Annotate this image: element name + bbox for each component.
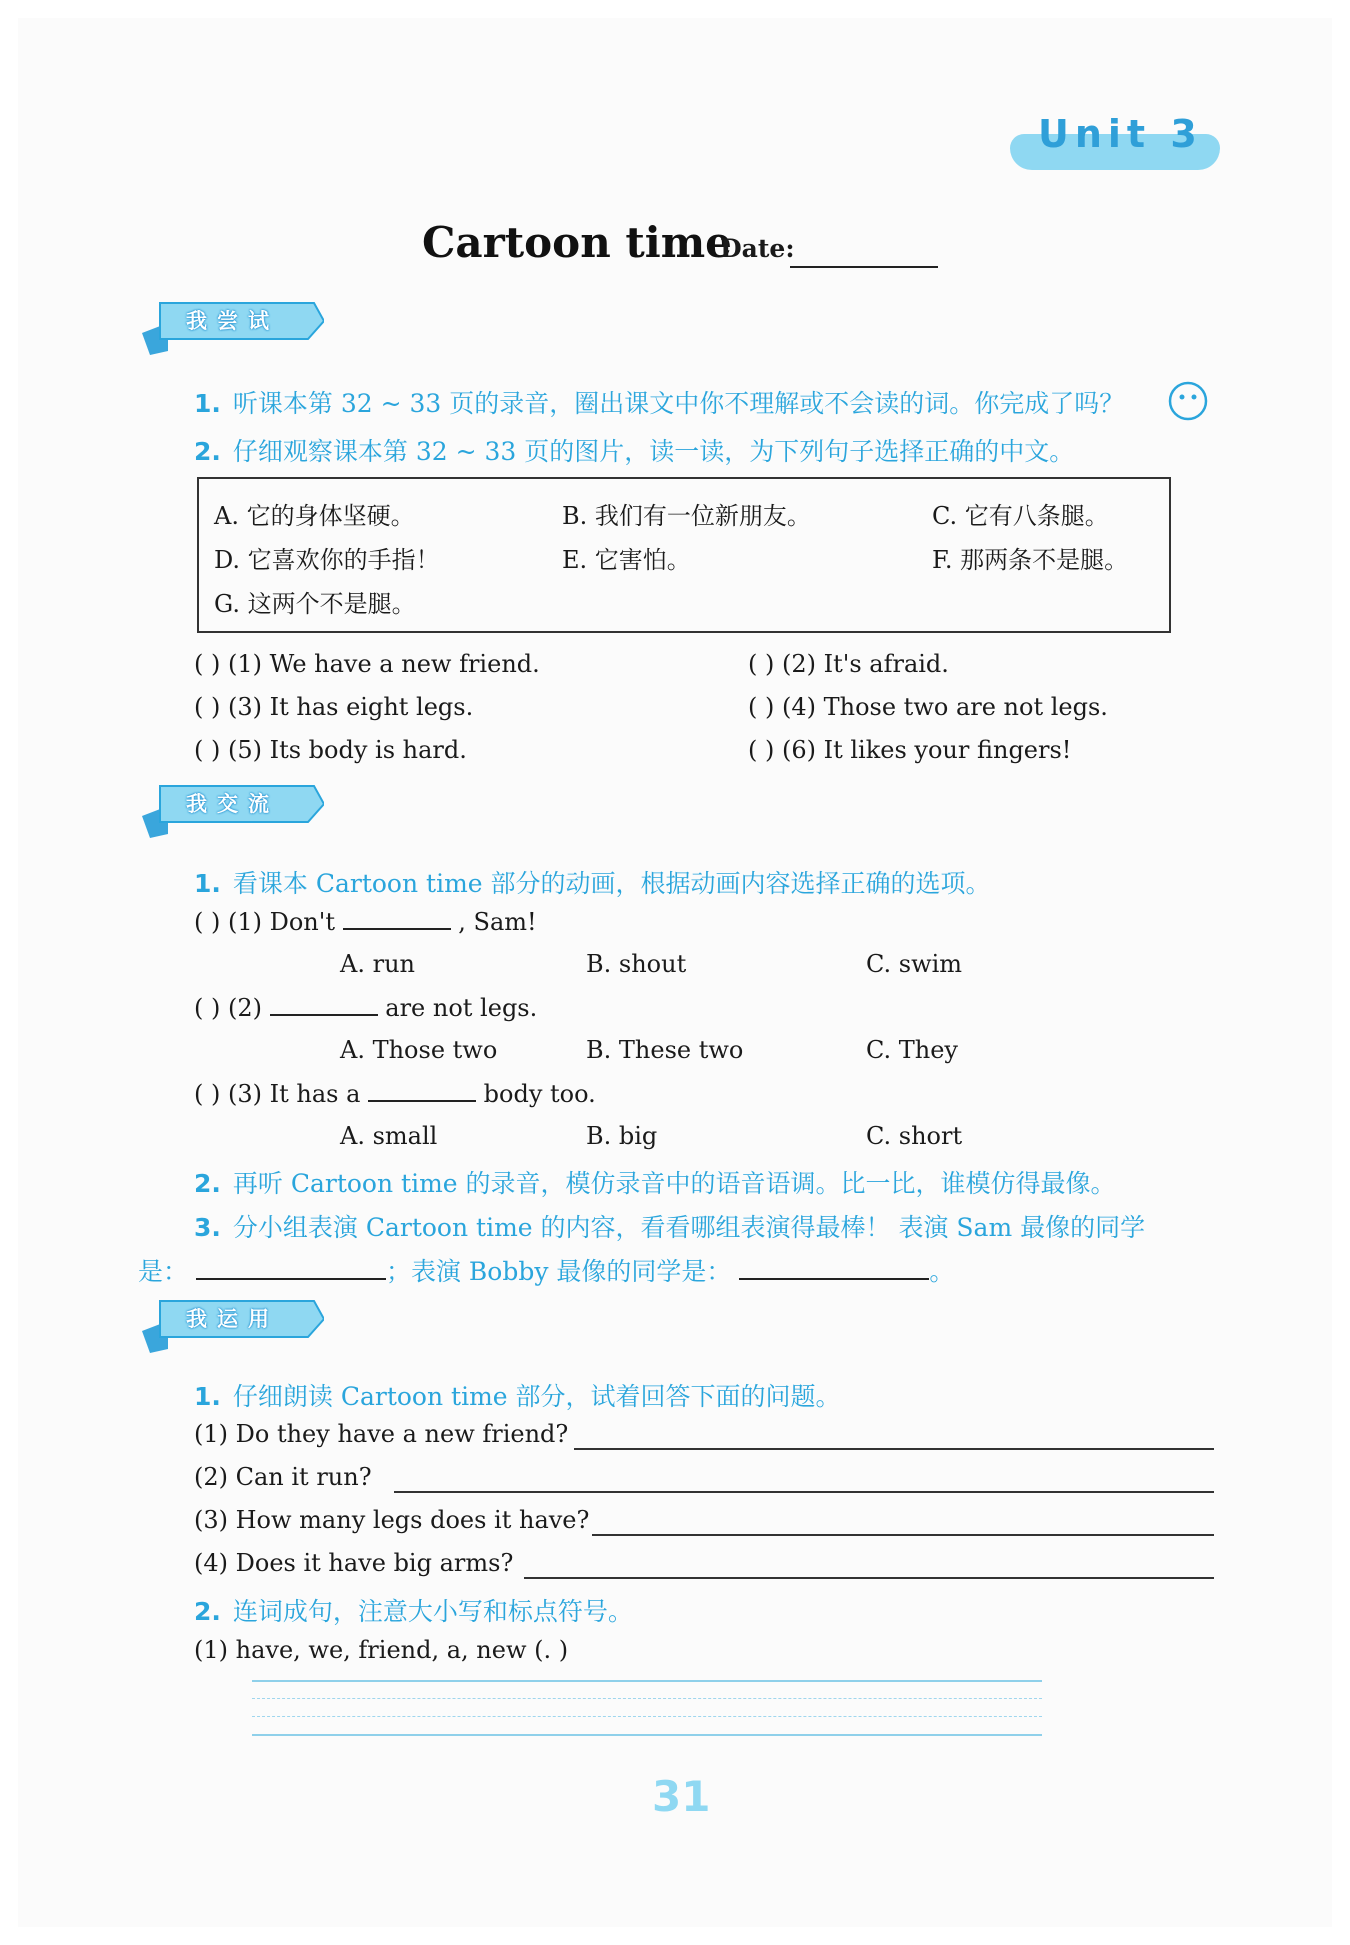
sentence-prefix: ( ) (2) [194, 994, 262, 1022]
choice-a: A. 它的身体坚硬。 [214, 502, 415, 530]
question-number: 2. [194, 1597, 221, 1626]
choice-f: F. 那两条不是腿。 [932, 546, 1129, 574]
sentence-prefix: ( ) (3) It has a [194, 1080, 361, 1108]
match-item-2[interactable]: ( ) (2) It's afraid. [748, 650, 949, 678]
use-question-1-item-2: (2) Can it run? [194, 1463, 372, 1491]
page-number: 31 [652, 1772, 711, 1821]
question-text: 看课本 Cartoon time 部分的动画，根据动画内容选择正确的选项。 [232, 869, 991, 898]
option-b[interactable]: B. big [586, 1122, 658, 1150]
use-question-2 [194, 1592, 633, 1628]
option-b[interactable]: B. shout [586, 950, 687, 978]
use-question-1 [194, 1377, 841, 1413]
choice-g: G. 这两个不是腿。 [214, 590, 416, 618]
talk-question-2 [194, 1164, 1116, 1200]
choice-b: B. 我们有一位新朋友。 [562, 502, 811, 530]
section-title-talk: 我交流 [186, 792, 279, 816]
match-item-4[interactable]: ( ) (4) Those two are not legs. [748, 693, 1108, 721]
match-item-3[interactable]: ( ) (3) It has eight legs. [194, 693, 474, 721]
section-ribbon-try [138, 297, 324, 357]
writing-line-bottom[interactable] [252, 1734, 1042, 1736]
smiley-icon [1168, 381, 1208, 421]
question-text: 仔细朗读 Cartoon time 部分，试着回答下面的问题。 [232, 1382, 841, 1411]
match-item-6[interactable]: ( ) (6) It likes your fingers! [748, 736, 1072, 764]
question-number: 3. [194, 1213, 221, 1242]
fill-blank[interactable] [343, 906, 451, 930]
answer-line-3[interactable] [592, 1534, 1214, 1536]
question-number: 2. [194, 1169, 221, 1198]
option-c[interactable]: C. swim [866, 950, 963, 978]
answer-end: 。 [929, 1257, 955, 1286]
section-title-use: 我运用 [186, 1307, 279, 1331]
unit-badge [1010, 108, 1220, 168]
try-question-1 [194, 384, 1124, 420]
question-text: 听课本第 32 ~ 33 页的录音，圈出课文中你不理解或不会读的词。你完成了吗？ [232, 389, 1125, 418]
choice-d: D. 它喜欢你的手指！ [214, 546, 440, 574]
use-question-2-item-1: (1) have, we, friend, a, new (. ) [194, 1636, 569, 1664]
option-a[interactable]: A. small [340, 1122, 438, 1150]
talk-question-3 [194, 1208, 1145, 1244]
answer-prefix: 是： [138, 1257, 189, 1286]
question-text: 仔细观察课本第 32 ~ 33 页的图片，读一读，为下列句子选择正确的中文。 [232, 437, 1075, 466]
question-number: 1. [194, 1382, 221, 1411]
option-b[interactable]: B. These two [586, 1036, 744, 1064]
use-question-1-item-3: (3) How many legs does it have? [194, 1506, 590, 1534]
page-title: Cartoon time [422, 218, 732, 267]
question-text: 分小组表演 Cartoon time 的内容，看看哪组表演得最棒！ 表演 Sam 最像的同学 [232, 1213, 1146, 1242]
option-c[interactable]: C. They [866, 1036, 958, 1064]
section-ribbon-use [138, 1295, 324, 1355]
use-question-1-item-4: (4) Does it have big arms? [194, 1549, 514, 1577]
option-a[interactable]: A. Those two [340, 1036, 498, 1064]
sentence-suffix: are not legs. [385, 994, 538, 1022]
question-text: 再听 Cartoon time 的录音，模仿录音中的语音语调。比一比，谁模仿得最像。 [232, 1169, 1116, 1198]
fill-blank[interactable] [270, 992, 378, 1016]
answer-middle: ；表演 Bobby 最像的同学是： [385, 1257, 732, 1286]
option-a[interactable]: A. run [340, 950, 415, 978]
bobby-name-field[interactable] [739, 1256, 929, 1280]
fill-blank[interactable] [368, 1078, 476, 1102]
talk-question-1 [194, 864, 991, 900]
answer-line-2[interactable] [394, 1491, 1214, 1493]
writing-line-mid-upper[interactable] [252, 1698, 1042, 1699]
question-number: 1. [194, 869, 221, 898]
sam-name-field[interactable] [196, 1256, 386, 1280]
section-title-try: 我尝试 [186, 309, 279, 333]
match-item-1[interactable]: ( ) (1) We have a new friend. [194, 650, 540, 678]
choice-c: C. 它有八条腿。 [932, 502, 1109, 530]
writing-line-mid-lower[interactable] [252, 1716, 1042, 1717]
sentence-suffix: body too. [483, 1080, 596, 1108]
choice-e: E. 它害怕。 [562, 546, 691, 574]
talk-sentence-2 [194, 992, 537, 1022]
sentence-prefix: ( ) (1) Don't [194, 908, 335, 936]
match-item-5[interactable]: ( ) (5) Its body is hard. [194, 736, 467, 764]
try-question-2 [194, 432, 1074, 468]
talk-sentence-1 [194, 906, 537, 936]
unit-label: Unit 3 [1038, 112, 1203, 156]
answer-line-4[interactable] [524, 1577, 1214, 1579]
section-ribbon-talk [138, 780, 324, 840]
answer-line-1[interactable] [574, 1448, 1214, 1450]
question-number: 1. [194, 389, 221, 418]
writing-line-top[interactable] [252, 1680, 1042, 1682]
date-label: Date: [720, 234, 795, 263]
talk-sentence-3 [194, 1078, 596, 1108]
use-question-1-item-1: (1) Do they have a new friend? [194, 1420, 569, 1448]
option-c[interactable]: C. short [866, 1122, 963, 1150]
question-number: 2. [194, 437, 221, 466]
talk-question-3-line-2 [138, 1252, 954, 1288]
date-field[interactable] [790, 266, 938, 268]
question-text: 连词成句，注意大小写和标点符号。 [232, 1597, 633, 1626]
sentence-suffix: , Sam! [458, 908, 537, 936]
